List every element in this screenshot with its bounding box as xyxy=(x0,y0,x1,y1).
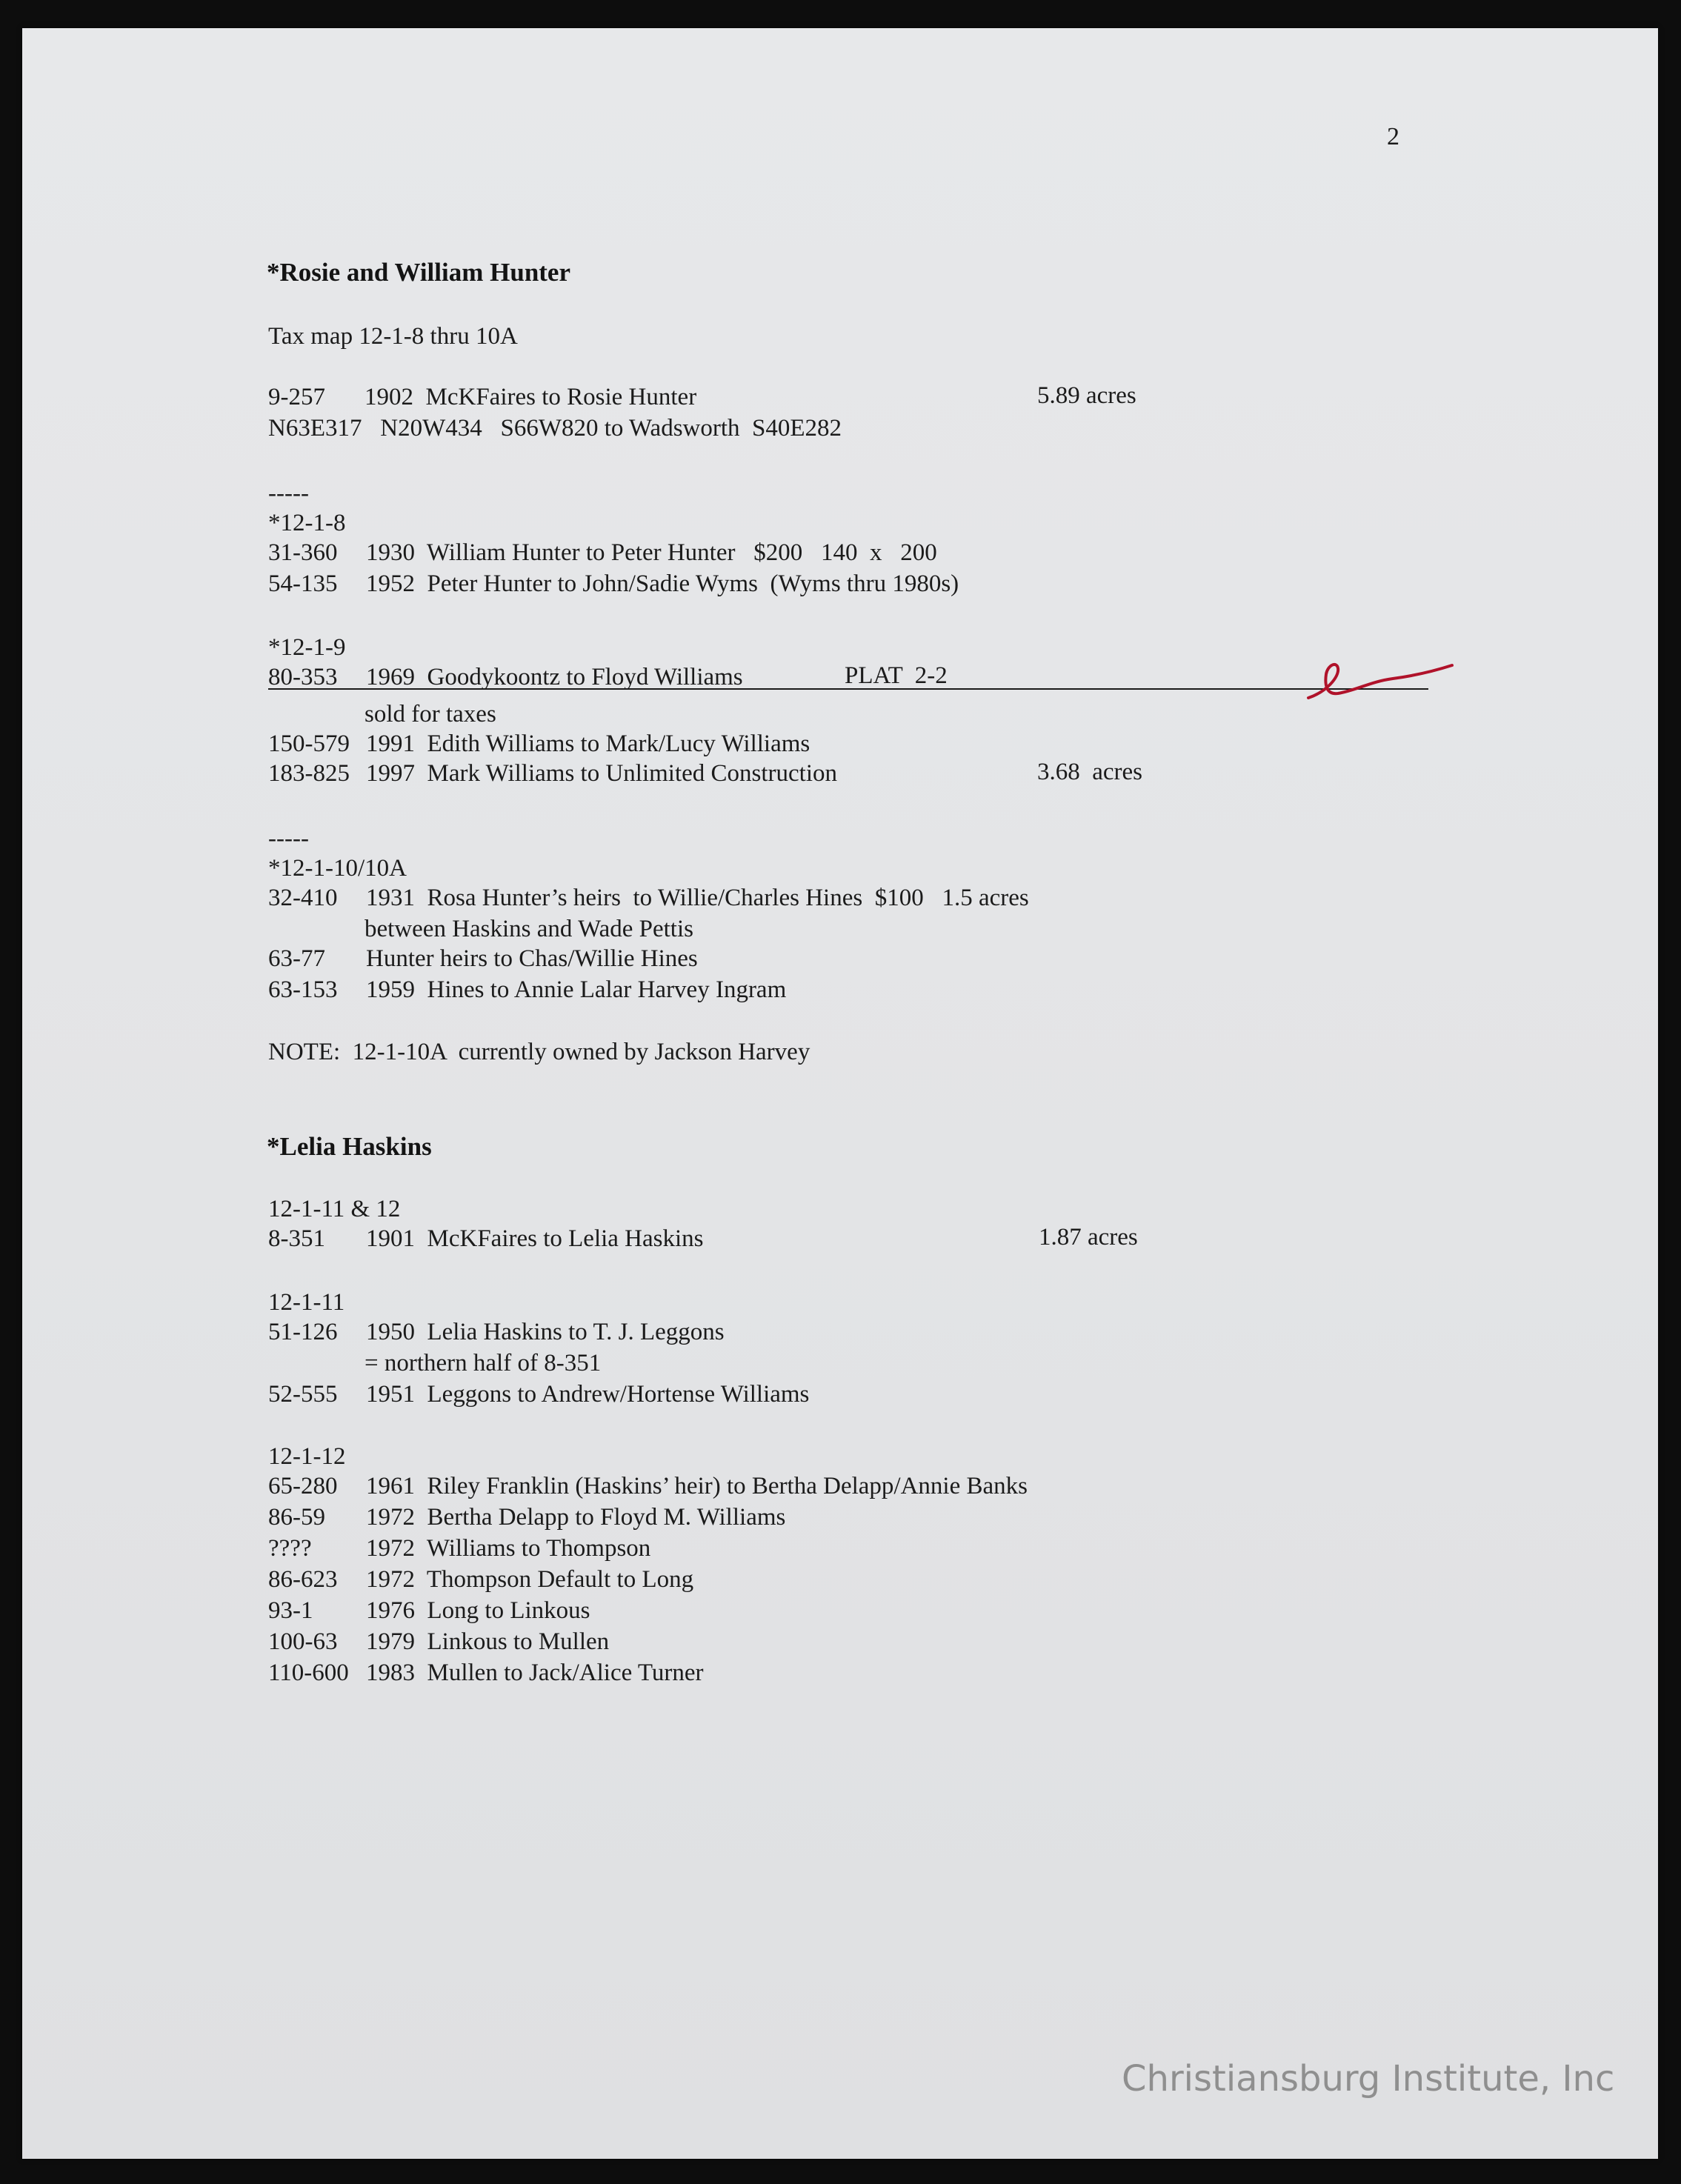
section-heading-hunter: *Rosie and William Hunter xyxy=(267,258,571,287)
parcel-id: *12-1-10/10A xyxy=(268,855,407,882)
parcel-id: 12-1-11 xyxy=(268,1289,345,1316)
deed-entry: 1972 Williams to Thompson xyxy=(366,1535,651,1562)
divider: ----- xyxy=(268,480,309,507)
deed-book: 93-1 xyxy=(268,1597,313,1624)
deed-book: 86-623 xyxy=(268,1566,338,1593)
deed-book: 8-351 xyxy=(268,1225,325,1252)
deed-entry-continuation: between Haskins and Wade Pettis xyxy=(365,916,693,942)
parcel-id: *12-1-8 xyxy=(268,510,346,536)
handwritten-initial-mark xyxy=(1304,652,1459,719)
deed-book: 52-555 xyxy=(268,1381,338,1408)
deed-entry: 1931 Rosa Hunter’s heirs to Willie/Charles Hines $100 1.5 acres xyxy=(366,885,1029,911)
deed-entry: 1972 Bertha Delapp to Floyd M. Williams xyxy=(366,1504,786,1531)
deed-entry: 1961 Riley Franklin (Haskins’ heir) to Bertha Delapp/Annie Banks xyxy=(366,1473,1028,1499)
deed-book: 100-63 xyxy=(268,1628,338,1655)
deed-book: 32-410 xyxy=(268,885,338,911)
deed-entry: 1972 Thompson Default to Long xyxy=(366,1566,694,1593)
deed-acres: 3.68 acres xyxy=(1037,759,1143,785)
watermark: Christiansburg Institute, Inc xyxy=(1122,2058,1615,2100)
deed-book: 80-353 xyxy=(268,664,338,690)
deed-book: 110-600 xyxy=(268,1659,349,1686)
page-number: 2 xyxy=(1387,123,1399,150)
deed-entry: 1983 Mullen to Jack/Alice Turner xyxy=(366,1659,704,1686)
deed-book: 63-153 xyxy=(268,976,338,1003)
deed-acres: 1.87 acres xyxy=(1039,1224,1138,1251)
section-heading-haskins: *Lelia Haskins xyxy=(267,1132,432,1161)
deed-entry: 1969 Goodykoontz to Floyd Williams xyxy=(366,664,743,690)
deed-entry: 1901 McKFaires to Lelia Haskins xyxy=(366,1225,704,1252)
deed-entry-continuation: = northern half of 8-351 xyxy=(365,1350,602,1376)
deed-book: 9-257 xyxy=(268,384,325,410)
deed-book: 150-579 xyxy=(268,730,350,757)
ownership-note: NOTE: 12-1-10A currently owned by Jackson Harvey xyxy=(268,1039,810,1065)
deed-entry: 1959 Hines to Annie Lalar Harvey Ingram xyxy=(366,976,787,1003)
tax-map-line: Tax map 12-1-8 thru 10A xyxy=(268,323,518,350)
parcel-id: *12-1-9 xyxy=(268,634,346,661)
deed-book: 86-59 xyxy=(268,1504,325,1531)
deed-entry: 1976 Long to Linkous xyxy=(366,1597,590,1624)
parcel-id: 12-1-12 xyxy=(268,1443,346,1470)
deed-entry: 1902 McKFaires to Rosie Hunter xyxy=(365,384,697,410)
deed-book: 31-360 xyxy=(268,539,338,566)
sale-note: sold for taxes xyxy=(365,701,496,728)
deed-acres: 5.89 acres xyxy=(1037,382,1136,409)
deed-entry: 1991 Edith Williams to Mark/Lucy Williams xyxy=(366,730,810,757)
bearings-line: N63E317 N20W434 S66W820 to Wadsworth S40E282 xyxy=(268,415,842,442)
deed-entry: 1997 Mark Williams to Unlimited Construction xyxy=(366,760,838,787)
plat-reference: PLAT 2-2 xyxy=(845,662,948,689)
parcel-id: 12-1-11 & 12 xyxy=(268,1196,401,1222)
deed-book: 65-280 xyxy=(268,1473,338,1499)
divider: ----- xyxy=(268,825,309,852)
deed-entry: 1930 William Hunter to Peter Hunter $200 140 x 200 xyxy=(366,539,937,566)
deed-book: 63-77 xyxy=(268,945,325,972)
ruled-line xyxy=(268,688,1428,690)
deed-book: 51-126 xyxy=(268,1319,338,1345)
deed-book: ???? xyxy=(268,1535,312,1562)
deed-book: 54-135 xyxy=(268,570,338,597)
deed-entry: 1951 Leggons to Andrew/Hortense Williams xyxy=(366,1381,810,1408)
deed-entry: 1952 Peter Hunter to John/Sadie Wyms (Wyms thru 1980s) xyxy=(366,570,959,597)
deed-book: 183-825 xyxy=(268,760,350,787)
deed-entry: 1979 Linkous to Mullen xyxy=(366,1628,610,1655)
deed-entry: Hunter heirs to Chas/Willie Hines xyxy=(366,945,698,972)
deed-entry: 1950 Lelia Haskins to T. J. Leggons xyxy=(366,1319,725,1345)
